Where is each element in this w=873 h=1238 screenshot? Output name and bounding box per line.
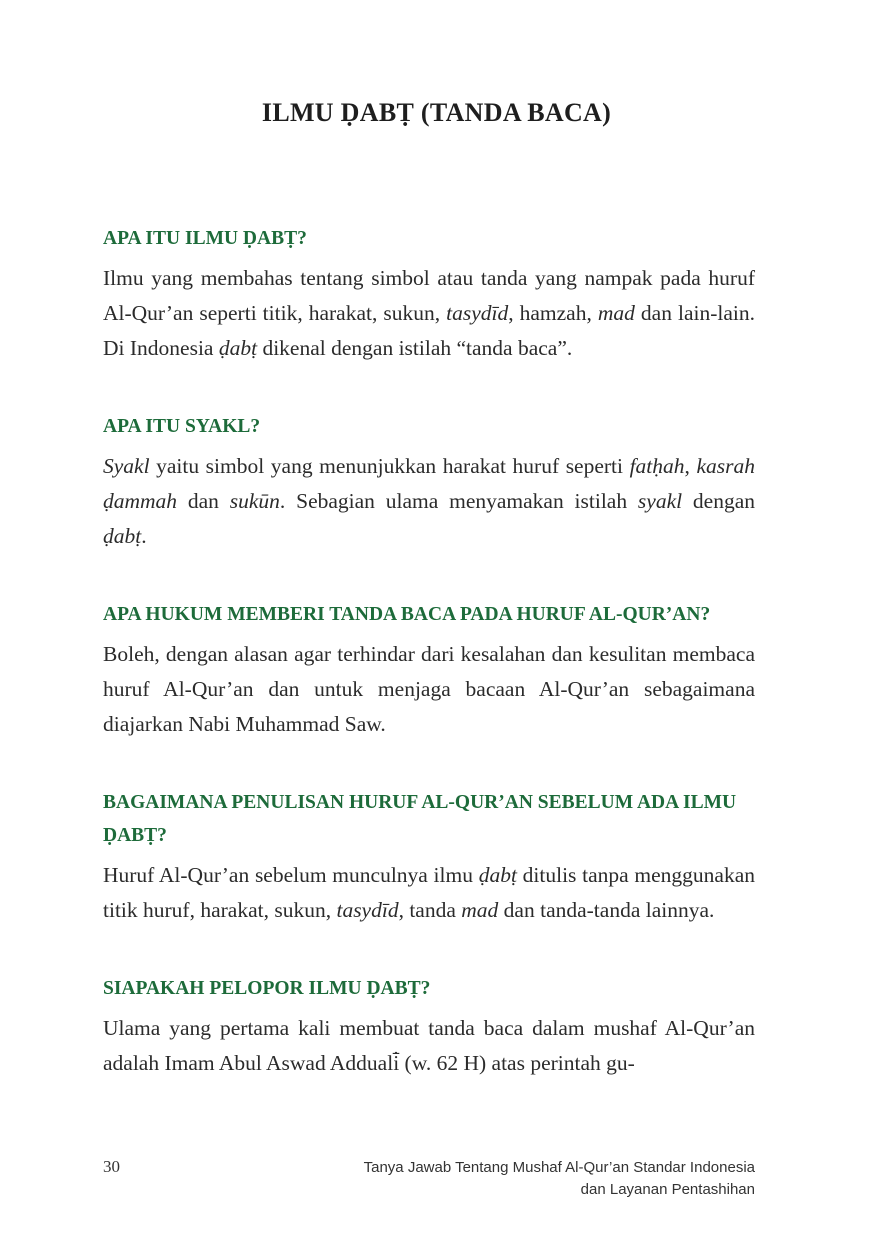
qa-section xyxy=(103,598,755,742)
answer-paragraph: Boleh, dengan alasan agar terhindar dari kesalahan dan kesulitan membaca huruf Al-Qur’an dan untuk menjaga bacaan Al-Qur’an sebagaimana diajarkan Nabi Muhammad Saw. xyxy=(103,642,755,736)
question-heading: BAGAIMANA PENULISAN HURUF AL-QUR’AN SEBELUM ADA ILMU ḌABṬ? xyxy=(103,792,737,846)
italic-term: sukūn xyxy=(229,489,280,513)
italic-term: mad xyxy=(461,898,499,922)
page-title: ILMU ḌABṬ (TANDA BACA) xyxy=(261,98,612,127)
italic-term: fatḥah xyxy=(629,454,685,478)
italic-term: ḍabṭ xyxy=(103,524,142,548)
answer-paragraph: Ulama yang pertama kali membuat tanda baca dalam mushaf Al-Qur’an adalah Imam Abul Aswad Adduali̇̄ (w. 62 H) atas perintah gu- xyxy=(103,1016,755,1075)
book-title-line: dan Layanan Pentashihan xyxy=(580,1181,755,1198)
italic-term: syakl xyxy=(637,489,683,513)
qa-section xyxy=(103,786,755,928)
italic-term: ḍabṭ xyxy=(478,863,517,887)
question-heading: APA ITU ILMU ḌABṬ? xyxy=(103,228,307,249)
question-heading: APA HUKUM MEMBERI TANDA BACA PADA HURUF AL-QUR’AN? xyxy=(103,604,711,625)
italic-term: mad xyxy=(597,301,635,325)
qa-section xyxy=(103,972,755,1081)
answer-paragraph: Huruf Al-Qur’an sebelum munculnya ilmu ḍabṭ ditulis tanpa menggunakan titik huruf, harakat, sukun, tasydīd, tanda mad dan tanda-tanda lainnya. xyxy=(103,863,756,922)
question-heading: APA ITU SYAKL? xyxy=(103,416,261,437)
page-number: 30 xyxy=(103,1157,120,1176)
qa-section xyxy=(103,410,755,554)
italic-term: tasydīd xyxy=(446,301,509,325)
italic-term: ḍabṭ xyxy=(218,336,258,360)
answer-paragraph: Ilmu yang membahas tentang simbol atau tanda yang nampak pada huruf Al-Qur’an seperti titik, harakat, sukun, tasydīd, hamzah, mad dan lain-lain. Di Indonesia ḍabṭ dikenal dengan istilah “tanda baca”. xyxy=(103,266,755,360)
italic-term: tasydīd xyxy=(336,898,399,922)
question-heading: SIAPAKAH PELOPOR ILMU ḌABṬ? xyxy=(103,978,431,999)
qa-content xyxy=(103,222,755,1081)
italic-term: kasrah ḍammah xyxy=(103,454,756,513)
answer-paragraph: Syakl yaitu simbol yang menunjukkan harakat huruf seperti fatḥah, kasrah ḍammah dan sukūn. Sebagian ulama menyamakan istilah syakl dengan ḍabṭ. xyxy=(103,454,756,548)
book-title-line: Tanya Jawab Tentang Mushaf Al-Qur’an Standar Indonesia xyxy=(363,1159,755,1176)
italic-term: Syakl xyxy=(103,454,150,478)
qa-section xyxy=(103,222,755,366)
running-footer-book-title xyxy=(315,1157,755,1201)
